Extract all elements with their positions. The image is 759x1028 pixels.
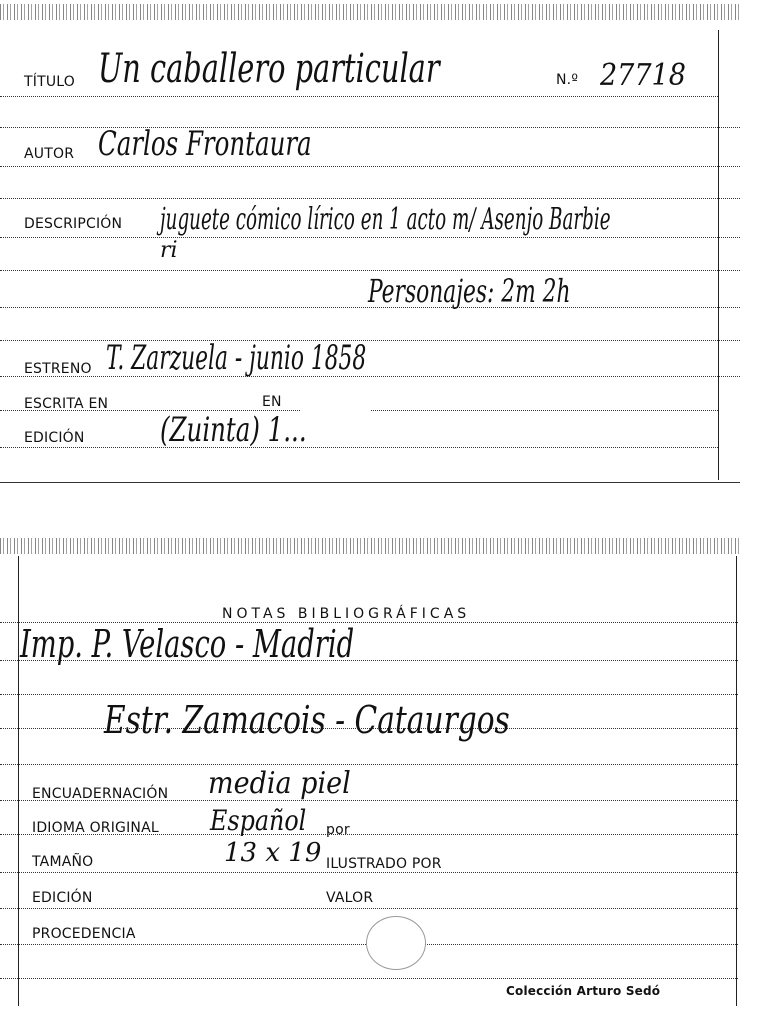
- encuadernacion-handwriting: media piel: [208, 766, 351, 801]
- rule-line: [0, 447, 718, 448]
- personajes-handwriting: Personajes: 2m 2h: [368, 272, 571, 310]
- card-border-right: [736, 556, 737, 1006]
- rule-line: [0, 872, 738, 873]
- stamp-mark: [366, 916, 426, 970]
- edicion-label: EDICIÓN: [24, 430, 85, 446]
- rule-line: [0, 198, 740, 199]
- rule-line: [0, 166, 740, 167]
- titulo-handwriting: Un caballero particular: [98, 46, 440, 92]
- encuadernacion-label: ENCUADERNACIÓN: [32, 786, 169, 802]
- torn-edge: [0, 538, 740, 554]
- autor-handwriting: Carlos Frontaura: [98, 124, 312, 164]
- rule-line: [0, 908, 738, 909]
- rule-line: [0, 978, 738, 979]
- autor-label: AUTOR: [24, 146, 75, 162]
- escrita-en-label: ESCRITA EN: [24, 396, 109, 412]
- catalog-card-bottom: [0, 538, 740, 1010]
- estreno-label: ESTRENO: [24, 361, 92, 377]
- estreno-handwriting: T. Zarzuela - junio 1858: [106, 338, 367, 378]
- numero-label: N.º: [556, 72, 579, 88]
- titulo-label: TÍTULO: [24, 74, 75, 90]
- rule-line: [0, 482, 740, 483]
- torn-edge: [0, 4, 740, 20]
- numero-handwriting: 27718: [600, 58, 686, 93]
- por-label: por: [326, 822, 350, 838]
- edicion-label-bottom: EDICIÓN: [32, 890, 93, 906]
- notas-header: NOTAS BIBLIOGRÁFICAS: [222, 606, 471, 622]
- rule-line: [0, 96, 718, 97]
- descripcion-handwriting: juguete cómico lírico en 1 acto m/ Asenjo Barbie: [160, 202, 611, 237]
- card-border-left: [18, 556, 19, 1006]
- rule-line: [0, 270, 740, 271]
- collection-credit: Colección Arturo Sedó: [506, 984, 661, 998]
- en-label: EN: [262, 394, 282, 410]
- tamano-label: TAMAÑO: [32, 854, 94, 870]
- ilustrado-por-label: ILUSTRADO POR: [326, 856, 442, 872]
- idioma-handwriting: Español: [210, 804, 307, 837]
- establecimiento-handwriting: Estr. Zamacois - Cataurgos: [104, 698, 510, 742]
- card-border-right: [718, 30, 719, 480]
- tamano-handwriting: 13 x 19: [224, 838, 322, 868]
- idioma-original-label: IDIOMA ORIGINAL: [32, 820, 159, 836]
- descripcion-label: DESCRIPCIÓN: [24, 216, 123, 232]
- descripcion-handwriting-continued: ri: [160, 238, 178, 263]
- edicion-handwriting: (Zuinta) 1...: [160, 410, 307, 450]
- procedencia-label: PROCEDENCIA: [32, 926, 136, 942]
- erasure-mark: [300, 392, 370, 414]
- rule-line: [0, 694, 738, 695]
- rule-line: [0, 237, 740, 238]
- rule-line: [0, 764, 738, 765]
- catalog-card-top: [0, 0, 740, 490]
- valor-label: VALOR: [326, 890, 374, 906]
- imprenta-handwriting: Imp. P. Velasco - Madrid: [20, 622, 355, 666]
